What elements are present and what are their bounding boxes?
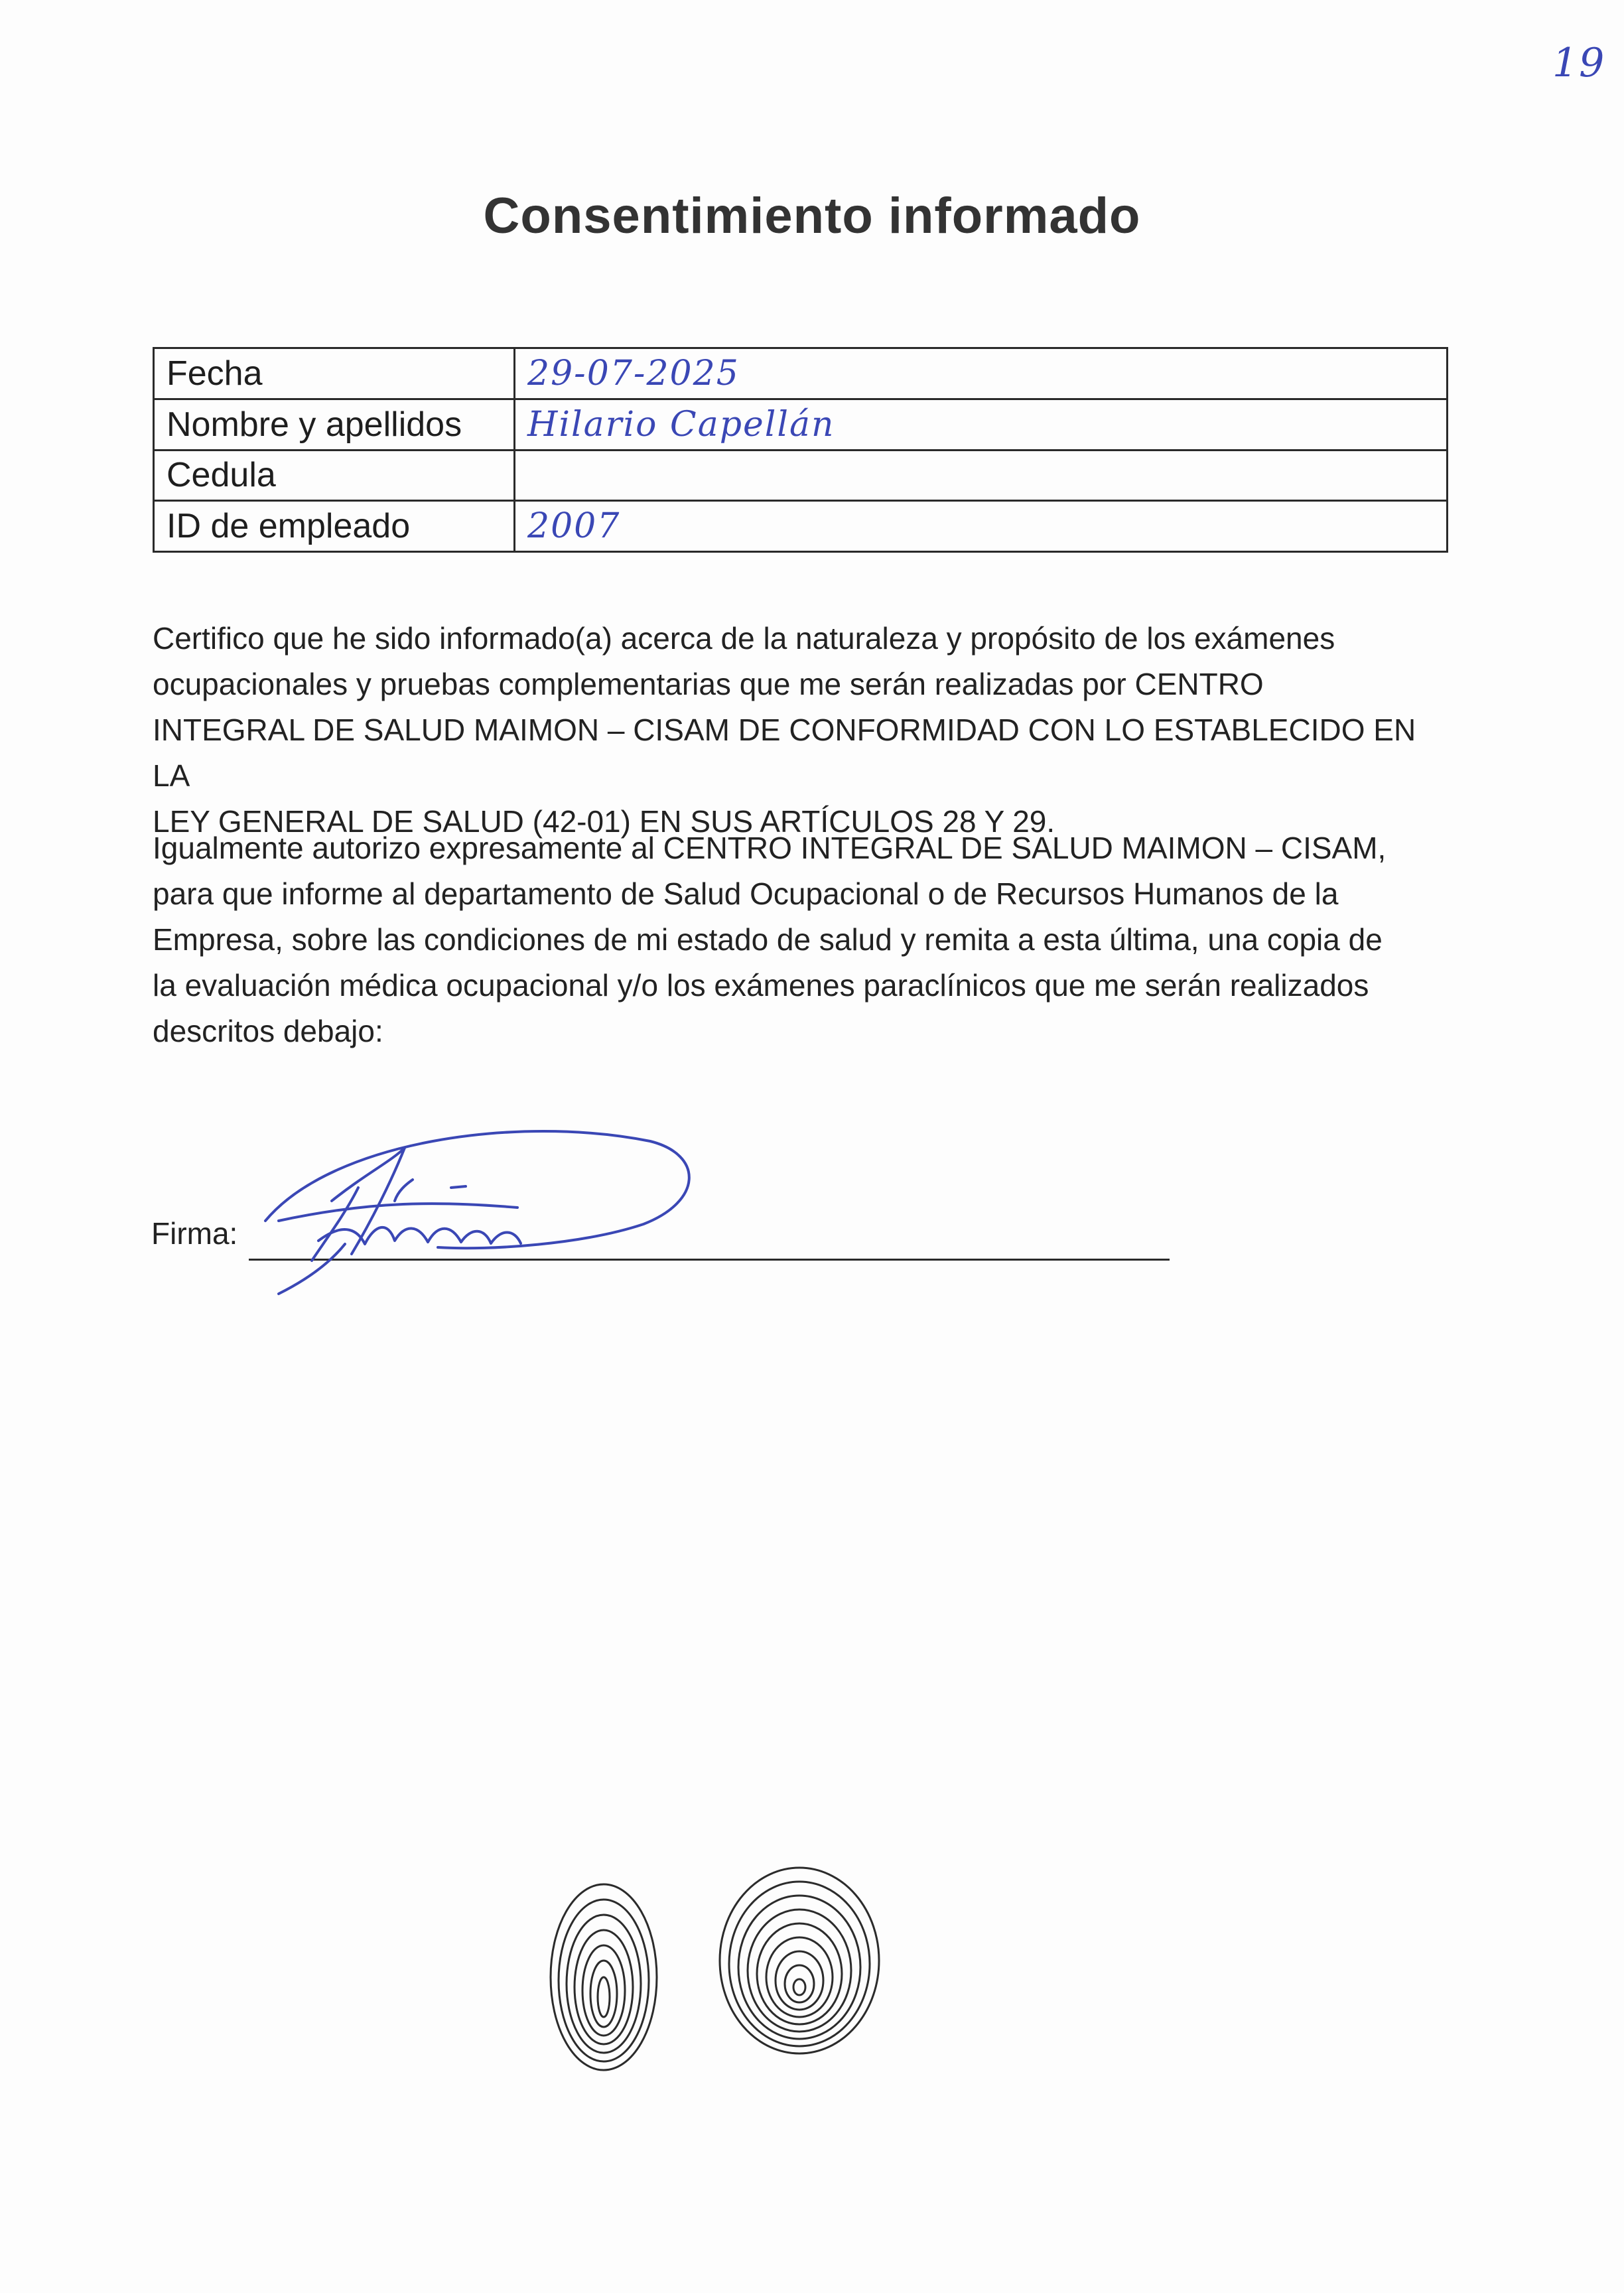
employee-info-table [153, 347, 1448, 553]
paragraph-line: la evaluación médica ocupacional y/o los exámenes paraclínicos que me serán realizados [153, 968, 1369, 1003]
fingerprints [531, 1858, 902, 2110]
table-row-fecha [154, 348, 1448, 399]
page-number: 19 [1552, 40, 1606, 86]
table-row-cedula [154, 450, 1448, 501]
paragraph-line: Igualmente autorizo expresamente al CENTRO INTEGRAL DE SALUD MAIMON – CISAM, [153, 831, 1387, 865]
paragraph-line: INTEGRAL DE SALUD MAIMON – CISAM DE CONFORMIDAD CON LO ESTABLECIDO EN LA [153, 713, 1416, 793]
nombre-label: Nombre y apellidos [154, 399, 515, 450]
table-row-nombre [154, 399, 1448, 450]
nombre-value: Hilario Capellán [515, 399, 1448, 450]
handwritten-signature [239, 1101, 716, 1300]
paragraph-line: Certifico que he sido informado(a) acerca de la naturaleza y propósito de los exámenes [153, 621, 1335, 656]
cedula-label: Cedula [154, 450, 515, 501]
paragraph-line: para que informe al departamento de Salud Ocupacional o de Recursos Humanos de la [153, 876, 1339, 911]
certification-paragraph [153, 616, 1453, 845]
right-fingerprint-icon [720, 1868, 879, 2053]
cedula-value [515, 450, 1448, 501]
fecha-label: Fecha [154, 348, 515, 399]
paragraph-line: descritos debajo: [153, 1014, 383, 1048]
left-fingerprint-icon [551, 1884, 657, 2070]
id-empleado-label: ID de empleado [154, 501, 515, 552]
id-empleado-value: 2007 [515, 501, 1448, 552]
paragraph-line: ocupacionales y pruebas complementarias que me serán realizadas por CENTRO [153, 667, 1264, 701]
paragraph-line: Empresa, sobre las condiciones de mi estado de salud y remita a esta última, una copia de [153, 922, 1383, 957]
fecha-value: 29-07-2025 [515, 348, 1448, 399]
page-title: Consentimiento informado [483, 188, 1141, 244]
firma-label: Firma: [151, 1216, 238, 1251]
authorization-paragraph [153, 825, 1453, 1054]
table-row-id-empleado [154, 501, 1448, 552]
paragraph-line: LEY GENERAL DE SALUD (42-01) EN SUS ARTÍCULOS 28 Y 29. [153, 804, 1055, 839]
